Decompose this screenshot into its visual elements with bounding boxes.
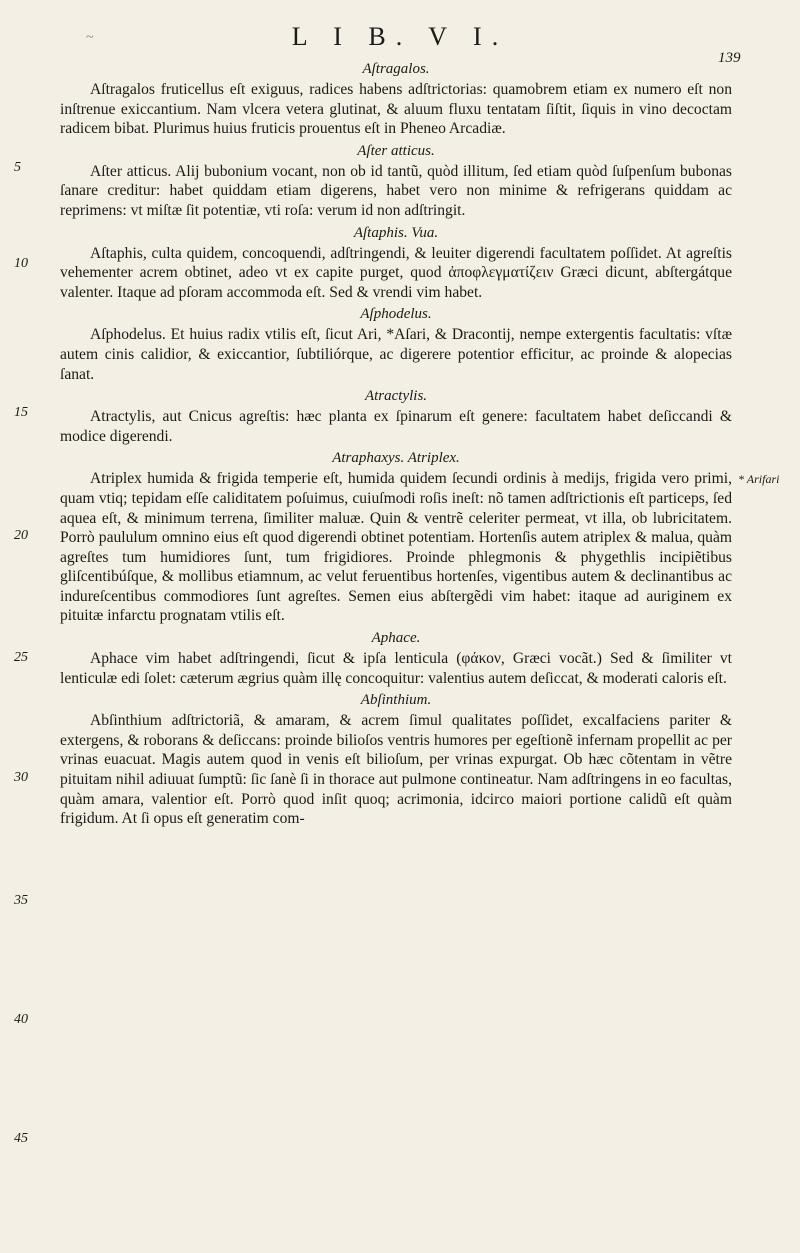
margin-note: * Arifari xyxy=(738,472,780,486)
running-head: L I B. V I. xyxy=(291,22,509,51)
entry-title: Aſtragalos. xyxy=(362,61,430,77)
entry-title: Aphace. xyxy=(371,630,421,647)
line-number: 30 xyxy=(14,770,28,785)
entry-paragraph: Aſtaphis, culta quidem, concoquendi, adſtringendi, & leuiter digerendi facultatem poſſidet. At agreſtis vehementer acrem obtinet, adeo vt ex capite purget, quod ἀποφλεγματίζειν Græci dicunt, abſtergátque valenter. Itaque ad pſoram accommoda eſt. Sed & vrendi vim habet. xyxy=(60,244,732,301)
stray-mark: ~ xyxy=(86,30,94,45)
entry-paragraph: Aſphodelus. Et huius radix vtilis eſt, ſicut Ari, *Aſari, & Dracontij, nempe extergentis facultatis: vſtæ autem cinis calidior, & exiccantior, ſubtiliórque, ac digerere potentior efficitur, ac proinde & alopecias ſanat. xyxy=(60,326,732,383)
line-number: 15 xyxy=(14,405,28,420)
line-number: 40 xyxy=(14,1012,28,1027)
main-text xyxy=(60,60,732,832)
entry-title: Aſphodelus. xyxy=(360,306,432,323)
entry-title: Atractylis. xyxy=(364,388,428,405)
entry-paragraph: Abſinthium adſtrictoriã, & amaram, & acrem ſimul qualitates poſſidet, excalfaciens pariter & extergens, & roborans & deſiccans: proinde bilioſos ventris humores per egeſtionẽ infernam propellit ac per vrinas euacuat. Magis autem quod in venis eſt bilioſum, per vrinas expurgat. Ob hæc cõtentam in vẽtre pituitam nihil adiuuat ſumptũ: ſic ſanè ſi in thorace aut pulmone contineatur. Nam adſtringens in eo facultas, quàm amara, valentior eſt. Porrò quod inſit quoq; acrimonia, idcirco maiori portione calidũ eſt quàm frigidum. At ſi opus eſt generatim com- xyxy=(60,712,732,828)
entry-paragraph: Aphace vim habet adſtringendi, ſicut & ipſa lenticula (φάκον, Græci vocãt.) Sed & ſimiliter vt lenticulæ edi ſolet: cæterum ægrius quàm illę concoquitur: valentius autem deſiccat, & moderati caloris eſt. xyxy=(60,650,732,687)
line-number: 25 xyxy=(14,650,28,665)
entry-title: Aſter atticus. xyxy=(357,142,435,159)
entry-paragraph: Atractylis, aut Cnicus agreſtis: hæc planta ex ſpinarum eſt genere: facultatem habet deſiccandi & modice digerendi. xyxy=(60,408,732,445)
entry-title: Abſinthium. xyxy=(360,692,432,709)
page-number: 139 xyxy=(718,50,741,66)
entry-paragraph: Atriplex humida & frigida temperie eſt, humida quidem ſecundi ordinis à medijs, frigida vero primi, quam vtiq; tepidam eſſe caliditatem poſuimus, cuiuſmodi roſis ineſt: nõ tamen adſtrictionis eſt particeps, ſed aquea eſt, & minimum terrena, ſimiliter maluæ. Quin & ventrẽ celeriter permeat, vt illa, ob lubricitatem. Porrò paululum omnino eius eſt quod digerendi obtinet potentiam. Hortenſis autem atriplex & malua, quàm agreſtes tum humidiores ſunt, tum frigidiores. Proinde phlegmonis & phygethlis incipiẽtibus gliſcentibúſque, & mollibus etiamnum, ac velut feruentibus hortenſes, vigentibus autem & declinantibus ac indureſcentibus commodiores ſunt agreſtes. Semen eius abſtergẽdi vim habet: itaque ad auriginem ex pituitæ infarctu prognatam vtilis eſt. xyxy=(60,470,732,625)
line-number: 20 xyxy=(14,528,28,543)
entry-title: Atraphaxys. Atriplex. xyxy=(332,450,460,467)
entry-title: Aſtaphis. Vua. xyxy=(353,224,439,241)
entry-paragraph: Aſtragalos fruticellus eſt exiguus, radices habens adſtrictorias: quamobrem etiam ex numero eſt non inſtrenue exiccantium. Nam vlcera vetera glutinat, & aluum fluxu tentatam ſiſtit, ſiquis in vino decoctam radicem bibat. Plurimus huius fruticis prouentus eſt in Pheneo Arcadiæ. xyxy=(60,81,732,138)
line-number: 10 xyxy=(14,256,28,271)
line-number: 5 xyxy=(14,160,21,175)
line-number: 35 xyxy=(14,893,28,908)
line-number: 45 xyxy=(14,1131,28,1146)
entry-paragraph: Aſter atticus. Alij bubonium vocant, non ob id tantũ, quòd illitum, ſed etiam quòd ſuſpenſum bubonas ſanare creditur: habet quiddam etiam digerens, habet vero non minime & refrigerans quiddam ac reprimens: vt miſtæ ſit potentiæ, vti roſa: verum id non adſtringit. xyxy=(60,162,732,219)
